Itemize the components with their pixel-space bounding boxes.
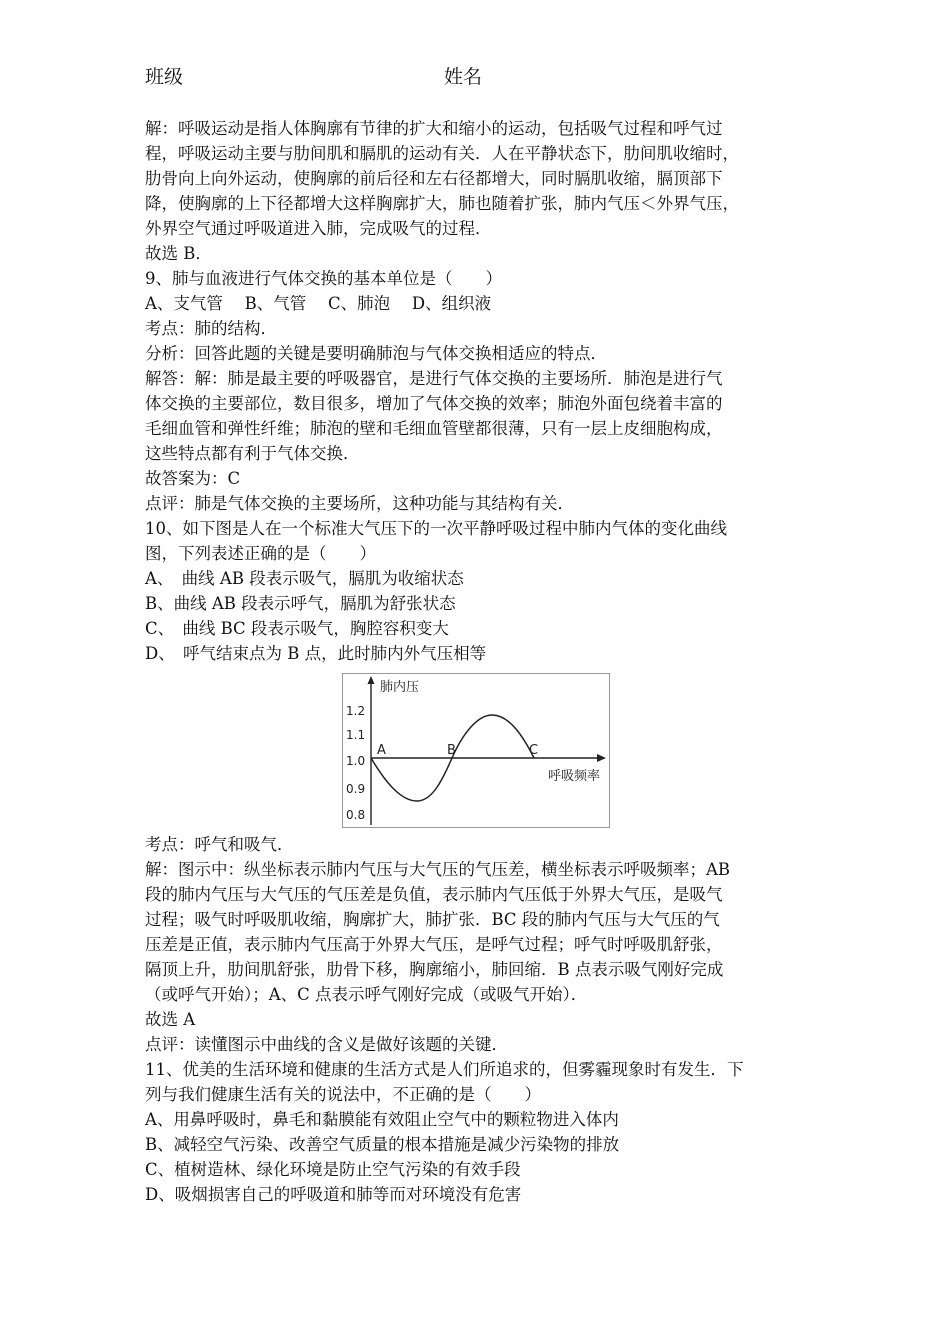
text-line: 降，使胸廓的上下径都增大这样胸廓扩大，肺也随着扩张，肺内气压＜外界气压， [145,194,739,213]
text-line: 故答案为：C [145,469,241,488]
text-line: 故选 B． [145,244,212,263]
document-body [145,116,810,1207]
y-tick-label: 0.8 [346,808,366,822]
text-line: 考点：呼气和吸气． [145,835,294,854]
name-label: 姓名 [444,66,483,88]
text-line: 故选 A [145,1010,196,1029]
text-line: 解答：解：肺是最主要的呼吸器官，是进行气体交换的主要场所．肺泡是进行气 [145,369,723,388]
question-10-option-a: A、 曲线 AB 段表示吸气，膈肌为收缩状态 [145,569,464,588]
text-block-bottom [145,832,810,1207]
text-line: （或呼气开始）；A、C 点表示呼气刚好完成（或吸气开始）． [145,985,588,1004]
class-label: 班级 [145,66,184,88]
text-line: 过程；吸气时呼吸肌收缩，胸廓扩大，肺扩张．BC 段的肺内气压与大气压的气 [145,910,720,929]
question-10-option-d: D、 呼气结束点为 B 点，此时肺内外气压相等 [145,644,487,663]
x-axis-label: 呼吸频率 [548,769,601,784]
point-label-c: C [529,743,539,758]
question-10-option-c: C、 曲线 BC 段表示吸气，胸腔容积变大 [145,619,449,638]
point-label-b: B [447,743,456,758]
text-line: 外界空气通过呼吸道进入肺，完成吸气的过程． [145,219,492,238]
question-11-option-a: A、用鼻呼吸时，鼻毛和黏膜能有效阻止空气中的颗粒物进入体内 [145,1110,619,1129]
question-11-option-b: B、减轻空气污染、改善空气质量的根本措施是减少污染物的排放 [145,1135,620,1154]
pressure-curve-figure [342,673,610,828]
y-tick-label: 1.2 [346,704,366,718]
y-axis-label: 肺内压 [380,680,420,695]
y-tick-label: 1.0 [346,754,366,768]
question-11: 列与我们健康生活有关的说法中，不正确的是（ ） [145,1085,541,1104]
text-line: 程，呼吸运动主要与肋间肌和膈肌的运动有关．人在平静状态下，肋间肌收缩时， [145,144,739,163]
text-line: 点评：肺是气体交换的主要场所，这种功能与其结构有关． [145,494,574,513]
text-line: 点评：读懂图示中曲线的含义是做好该题的关键． [145,1035,508,1054]
text-block-top [145,116,810,666]
text-line: 肋骨向上向外运动，使胸廓的前后径和左右径都增大，同时膈肌收缩，膈顶部下 [145,169,723,188]
text-line: 解：图示中：纵坐标表示肺内气压与大气压的气压差，横坐标表示呼吸频率；AB [145,860,731,879]
text-line: 解：呼吸运动是指人体胸廓有节律的扩大和缩小的运动，包括吸气过程和呼气过 [145,119,723,138]
text-line: 分析：回答此题的关键是要明确肺泡与气体交换相适应的特点． [145,344,607,363]
y-tick-label: 1.1 [346,728,366,742]
question-11-option-d: D、吸烟损害自己的呼吸道和肺等而对环境没有危害 [145,1185,522,1204]
text-line: 毛细血管和弹性纤维；肺泡的壁和毛细血管壁都很薄，只有一层上皮细胞构成， [145,419,723,438]
point-label-a: A [377,743,386,758]
text-line: 体交换的主要部位，数目很多，增加了气体交换的效率；肺泡外面包绕着丰富的 [145,394,723,413]
text-line: 这些特点都有利于气体交换． [145,444,360,463]
question-10: 图，下列表述正确的是（ ） [145,544,376,563]
question-9-options: A、支气管 B、气管 C、肺泡 D、组织液 [145,294,492,313]
question-10-option-b: B、曲线 AB 段表示呼气，膈肌为舒张状态 [145,594,456,613]
text-line: 压差是正值，表示肺内气压高于外界大气压，是呼气过程；呼气时呼吸肌舒张， [145,935,723,954]
text-line: 隔顶上升，肋间肌舒张，肋骨下移，胸廓缩小，肺回缩．B 点表示吸气刚好完成 [145,960,724,979]
y-tick-label: 0.9 [346,782,366,796]
text-line: 考点：肺的结构． [145,319,277,338]
page-header [0,62,950,94]
question-10: 10、如下图是人在一个标准大气压下的一次平静呼吸过程中肺内气体的变化曲线 [145,519,727,538]
pressure-curve-chart [342,673,610,828]
text-line: 段的肺内气压与大气压的气压差是负值，表示肺内气压低于外界大气压，是吸气 [145,885,723,904]
question-11-option-c: C、植树造林、绿化环境是防止空气污染的有效手段 [145,1160,521,1179]
question-11: 11、优美的生活环境和健康的生活方式是人们所追求的，但雾霾现象时有发生．下 [145,1060,744,1079]
question-9: 9、肺与血液进行气体交换的基本单位是（ ） [145,269,502,288]
